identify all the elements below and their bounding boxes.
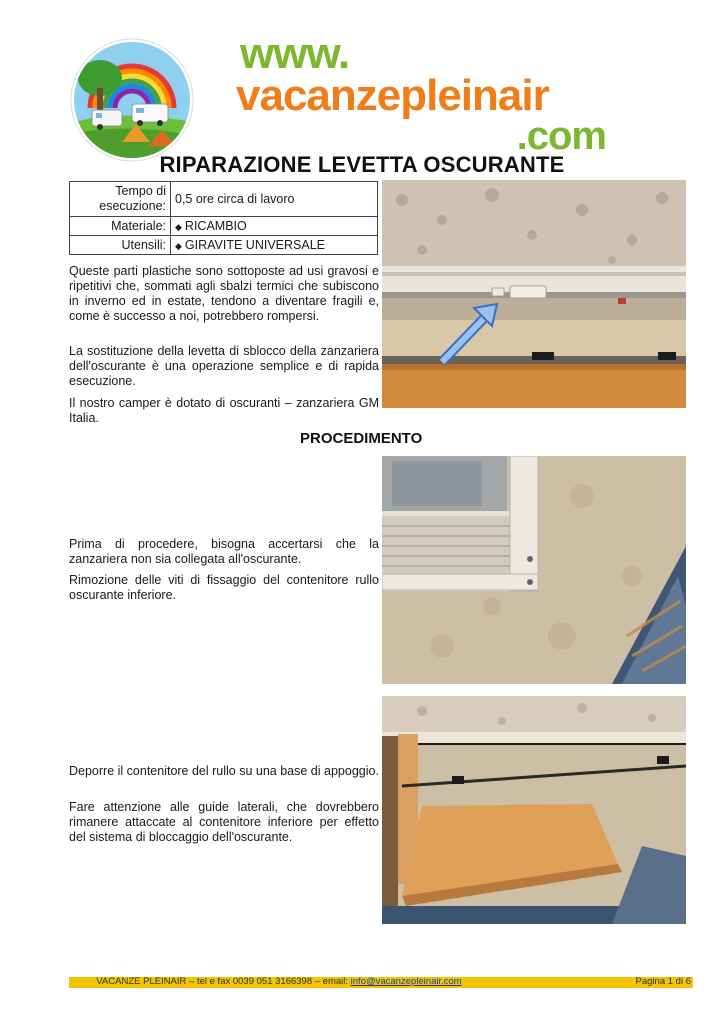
step-paragraph: Prima di procedere, bisogna accertarsi che la zanzariera non sia collegata all'oscurante. [69,537,379,566]
site-name-domain: vacanzepleinair [236,71,549,120]
footer-contact-text: VACANZE PLEINAIR – tel e fax 0039 051 3166398 – email: [96,976,351,987]
info-label: Utensili: [70,236,171,255]
footer-contact [69,976,489,987]
logo-camping-scene-icon [70,38,194,162]
footer-page-number: Pagina 1 di 6 [635,976,691,987]
footer-email-link[interactable]: info@vacanzepleinair.com [350,976,462,987]
intro-paragraph: Il nostro camper è dotato di oscuranti – zanzariera GM Italia. [69,396,379,425]
info-value: ◆ GIRAVITE UNIVERSALE [171,236,378,255]
intro-paragraph: La sostituzione della levetta di sblocco della zanzariera dell'oscurante è una operazione semplice e di rapida esecuzione. [69,344,379,388]
page-title: RIPARAZIONE LEVETTA OSCURANTE [159,152,565,177]
photo-roller-container [382,696,686,924]
step-paragraph: Deporre il contenitore del rullo su una base di appoggio. [69,764,379,778]
step-paragraph: Rimozione delle viti di fissaggio del contenitore rullo oscurante inferiore. [69,573,379,602]
info-row-utensili [70,236,378,255]
info-value: ◆ RICAMBIO [171,217,378,236]
diamond-bullet-icon: ◆ [175,222,182,232]
info-value: 0,5 ore circa di lavoro [171,182,378,217]
site-name-www: www. [240,29,350,78]
photo-blind-lever [382,180,686,408]
section-heading: PROCEDIMENTO [300,430,423,447]
intro-paragraph: Queste parti plastiche sono sottoposte ad usi gravosi e ripetitivi che, sommati agli sbalzi termici che subiscono in inverno ed in estate, tendono a diventare fragili e, come è successo a noi, potrebbero rompersi. [69,264,379,323]
diamond-bullet-icon: ◆ [175,241,182,251]
step-paragraph: Fare attenzione alle guide laterali, che dovrebbero rimanere attaccate al contenitore inferiore per effetto del sistema di bloccaggio dell'oscurante. [69,800,379,844]
info-table [69,181,378,255]
info-row-tempo [70,182,378,217]
info-label: Tempo di esecuzione: [70,182,171,217]
site-name-tld: .com [516,114,606,158]
logo-circle [70,38,194,162]
photo-window-frame [382,456,686,684]
site-name-logo [236,29,636,158]
info-row-materiale [70,217,378,236]
info-label: Materiale: [70,217,171,236]
